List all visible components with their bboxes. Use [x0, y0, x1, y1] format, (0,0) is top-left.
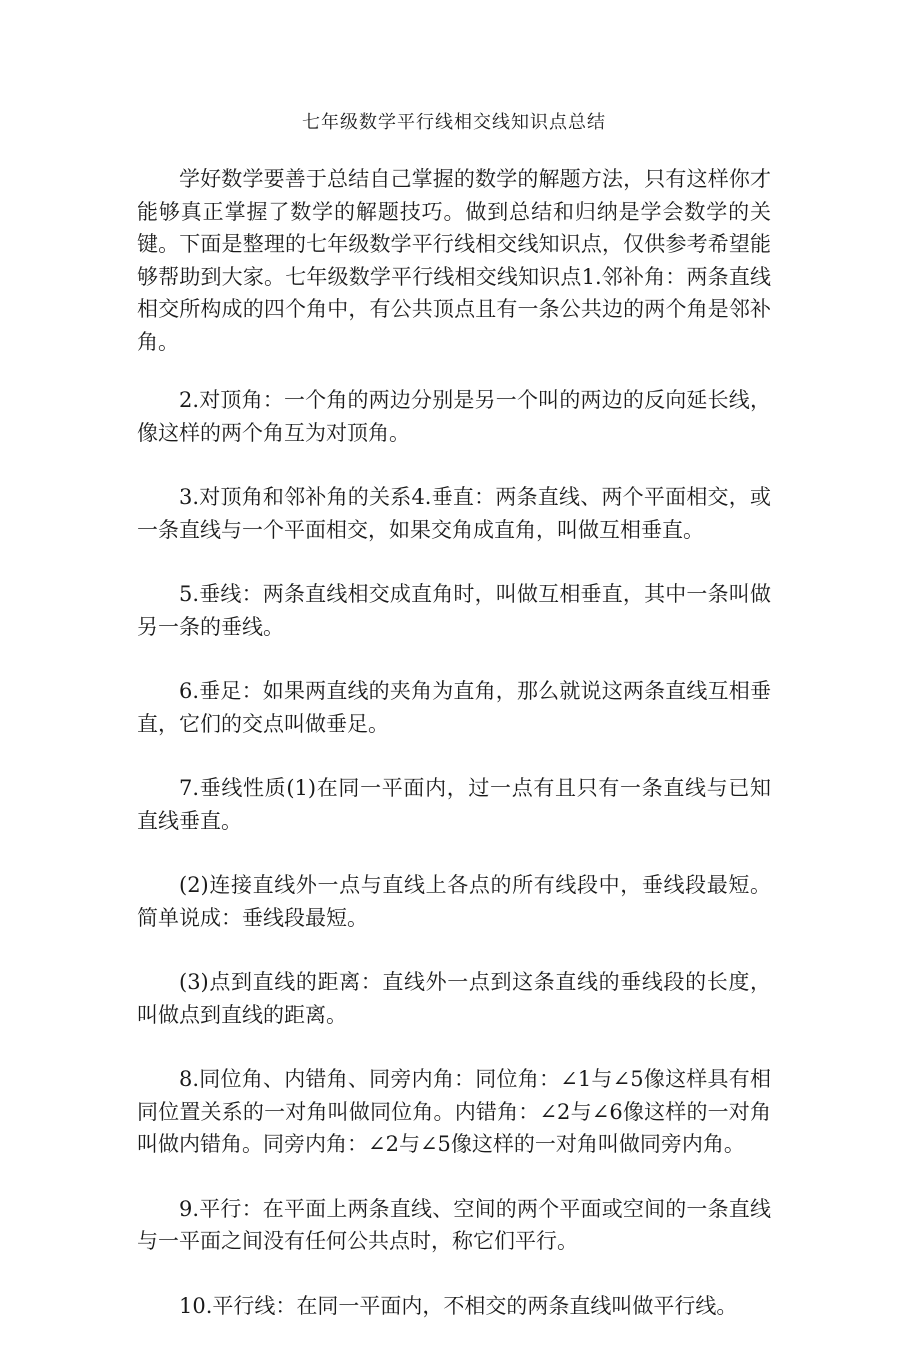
document-title: 七年级数学平行线相交线知识点总结 [302, 112, 606, 133]
paragraph-perpendicular: 3.对顶角和邻补角的关系4.垂直：两条直线、两个平面相交，或一条直线与一个平面相交，如果交角成直角，叫做互相垂直。 [137, 485, 771, 542]
document-page [137, 108, 771, 1354]
paragraph-perpendicular-property-1: 7.垂线性质(1)在同一平面内，过一点有且只有一条直线与已知直线垂直。 [137, 776, 771, 833]
paragraph-perpendicular-line: 5.垂线：两条直线相交成直角时，叫做互相垂直，其中一条叫做另一条的垂线。 [137, 582, 771, 639]
paragraph-angle-types: 8.同位角、内错角、同旁内角：同位角：∠1与∠5像这样具有相同位置关系的一对角叫做同位角。内错角：∠2与∠6像这样的一对角叫做内错角。同旁内角：∠2与∠5像这样的一对角叫做同旁内角。 [137, 1067, 771, 1156]
paragraph-parallel-lines: 10.平行线：在同一平面内，不相交的两条直线叫做平行线。 [179, 1293, 738, 1318]
paragraph-parallel: 9.平行：在平面上两条直线、空间的两个平面或空间的一条直线与一平面之间没有任何公共点时，称它们平行。 [137, 1196, 771, 1253]
paragraph-vertical-angles: 2.对顶角：一个角的两边分别是另一个叫的两边的反向延长线，像这样的两个角互为对顶角。 [137, 388, 771, 445]
paragraph-perpendicular-property-2: (2)连接直线外一点与直线上各点的所有线段中，垂线段最短。简单说成：垂线段最短。 [137, 873, 771, 930]
paragraph-foot-of-perpendicular: 6.垂足：如果两直线的夹角为直角，那么就说这两条直线互相垂直，它们的交点叫做垂足。 [137, 679, 771, 736]
intro-paragraph: 学好数学要善于总结自己掌握的数学的解题方法，只有这样你才能够真正掌握了数学的解题技巧。做到总结和归纳是学会数学的关键。下面是整理的七年级数学平行线相交线知识点，仅供参考希望能够帮助到大家。七年级数学平行线相交线知识点1.邻补角：两条直线相交所构成的四个角中，有公共顶点且有一条公共边的两个角是邻补角。 [137, 167, 771, 354]
paragraph-perpendicular-property-3: (3)点到直线的距离：直线外一点到这条直线的垂线段的长度，叫做点到直线的距离。 [137, 970, 771, 1027]
